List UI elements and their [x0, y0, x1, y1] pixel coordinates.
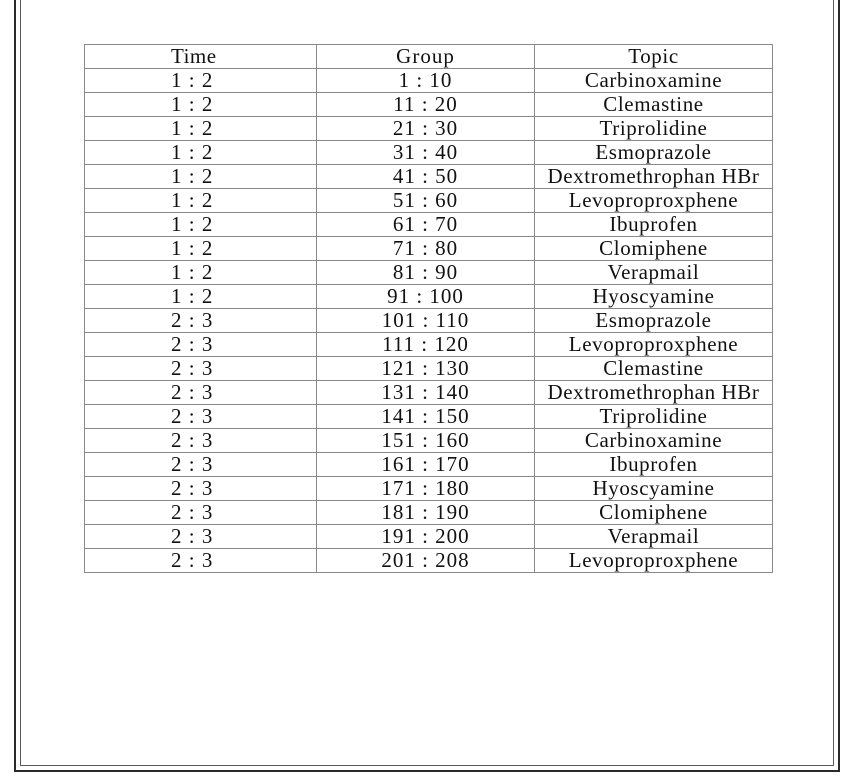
- topic-cell: Verapmail: [535, 525, 773, 549]
- topic-cell: Hyoscyamine: [535, 285, 773, 309]
- topic-cell: Ibuprofen: [535, 453, 773, 477]
- table-body: [85, 69, 773, 573]
- table-row: [85, 237, 773, 261]
- topic-cell: Carbinoxamine: [535, 429, 773, 453]
- header-topic: Topic: [535, 45, 773, 69]
- table-row: [85, 93, 773, 117]
- topic-cell: Hyoscyamine: [535, 477, 773, 501]
- time-cell: 1 : 2: [85, 93, 317, 117]
- group-cell: 71 : 80: [317, 237, 535, 261]
- time-cell: 2 : 3: [85, 477, 317, 501]
- time-cell: 2 : 3: [85, 333, 317, 357]
- table-row: [85, 69, 773, 93]
- time-cell: 2 : 3: [85, 501, 317, 525]
- table-row: [85, 357, 773, 381]
- table-header-row: [85, 45, 773, 69]
- time-cell: 1 : 2: [85, 285, 317, 309]
- table-row: [85, 309, 773, 333]
- topic-cell: Clemastine: [535, 93, 773, 117]
- group-cell: 121 : 130: [317, 357, 535, 381]
- group-cell: 151 : 160: [317, 429, 535, 453]
- time-cell: 1 : 2: [85, 213, 317, 237]
- time-cell: 2 : 3: [85, 453, 317, 477]
- time-cell: 2 : 3: [85, 549, 317, 573]
- topic-cell: Ibuprofen: [535, 213, 773, 237]
- time-cell: 2 : 3: [85, 405, 317, 429]
- group-cell: 131 : 140: [317, 381, 535, 405]
- topic-cell: Esmoprazole: [535, 309, 773, 333]
- time-cell: 1 : 2: [85, 141, 317, 165]
- topic-cell: Levoproproxphene: [535, 333, 773, 357]
- time-cell: 1 : 2: [85, 261, 317, 285]
- time-cell: 2 : 3: [85, 357, 317, 381]
- table-row: [85, 549, 773, 573]
- group-cell: 141 : 150: [317, 405, 535, 429]
- group-cell: 81 : 90: [317, 261, 535, 285]
- table-row: [85, 525, 773, 549]
- topic-cell: Clomiphene: [535, 237, 773, 261]
- topic-cell: Levoproproxphene: [535, 549, 773, 573]
- table-row: [85, 477, 773, 501]
- table-row: [85, 405, 773, 429]
- table-row: [85, 165, 773, 189]
- header-time: Time: [85, 45, 317, 69]
- time-cell: 1 : 2: [85, 165, 317, 189]
- group-cell: 201 : 208: [317, 549, 535, 573]
- topic-cell: Esmoprazole: [535, 141, 773, 165]
- topic-cell: Dextromethrophan HBr: [535, 381, 773, 405]
- table-row: [85, 117, 773, 141]
- time-cell: 2 : 3: [85, 309, 317, 333]
- table-row: [85, 261, 773, 285]
- schedule-table: [84, 44, 773, 573]
- time-cell: 2 : 3: [85, 525, 317, 549]
- group-cell: 21 : 30: [317, 117, 535, 141]
- group-cell: 171 : 180: [317, 477, 535, 501]
- group-cell: 31 : 40: [317, 141, 535, 165]
- time-cell: 1 : 2: [85, 237, 317, 261]
- table-row: [85, 285, 773, 309]
- group-cell: 181 : 190: [317, 501, 535, 525]
- time-cell: 1 : 2: [85, 69, 317, 93]
- group-cell: 51 : 60: [317, 189, 535, 213]
- table-row: [85, 453, 773, 477]
- table-row: [85, 213, 773, 237]
- topic-cell: Dextromethrophan HBr: [535, 165, 773, 189]
- topic-cell: Clomiphene: [535, 501, 773, 525]
- table-row: [85, 429, 773, 453]
- topic-cell: Clemastine: [535, 357, 773, 381]
- table-row: [85, 381, 773, 405]
- group-cell: 111 : 120: [317, 333, 535, 357]
- group-cell: 91 : 100: [317, 285, 535, 309]
- header-group: Group: [317, 45, 535, 69]
- table-row: [85, 141, 773, 165]
- time-cell: 1 : 2: [85, 189, 317, 213]
- group-cell: 161 : 170: [317, 453, 535, 477]
- time-cell: 1 : 2: [85, 117, 317, 141]
- time-cell: 2 : 3: [85, 381, 317, 405]
- topic-cell: Verapmail: [535, 261, 773, 285]
- group-cell: 11 : 20: [317, 93, 535, 117]
- group-cell: 1 : 10: [317, 69, 535, 93]
- topic-cell: Carbinoxamine: [535, 69, 773, 93]
- group-cell: 191 : 200: [317, 525, 535, 549]
- table-row: [85, 189, 773, 213]
- time-cell: 2 : 3: [85, 429, 317, 453]
- table-row: [85, 333, 773, 357]
- group-cell: 41 : 50: [317, 165, 535, 189]
- table-row: [85, 501, 773, 525]
- topic-cell: Triprolidine: [535, 405, 773, 429]
- topic-cell: Triprolidine: [535, 117, 773, 141]
- group-cell: 101 : 110: [317, 309, 535, 333]
- group-cell: 61 : 70: [317, 213, 535, 237]
- topic-cell: Levoproproxphene: [535, 189, 773, 213]
